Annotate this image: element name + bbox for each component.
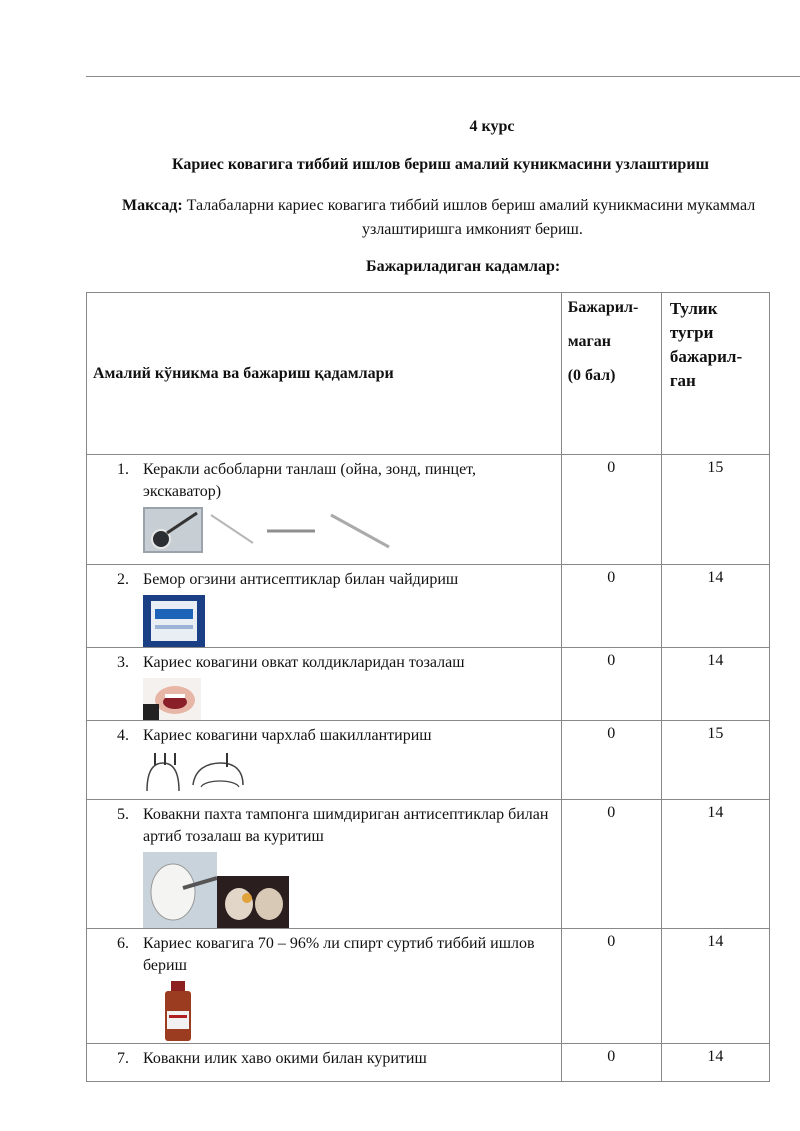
step-cell: [87, 1044, 562, 1082]
not-done-value: 0: [561, 565, 661, 648]
step-images: [163, 981, 555, 1043]
alcohol-bottle-icon: [163, 981, 193, 1043]
open-mouth-icon: [143, 678, 201, 720]
not-done-value: 0: [561, 455, 661, 565]
table-row: [87, 565, 770, 648]
step-number: 6.: [117, 935, 129, 952]
step-images: [143, 595, 555, 647]
not-done-value: 0: [561, 800, 661, 929]
score-value: 14: [661, 648, 769, 721]
score-value: 14: [661, 1044, 769, 1082]
header-not-done-line-2: маган: [567, 333, 611, 350]
step-cell: [87, 648, 562, 721]
goal-line-2: узлаштиришга имконият бериш.: [362, 221, 583, 238]
table-row: [87, 929, 770, 1044]
goal-text-1: Талабаларни кариес ковагига тиббий ишлов бериш амалий куникмасини мукаммал: [182, 197, 756, 214]
score-value: 14: [661, 929, 769, 1044]
tooth-cleaning-icon: [143, 852, 289, 928]
header-done: [661, 293, 769, 455]
steps-title: Бажариладиган кадамлар:: [366, 258, 561, 275]
step-images: [143, 751, 555, 795]
step-cell: [87, 565, 562, 648]
step-number: 3.: [117, 654, 129, 671]
header-done-line-1: Тулик: [669, 299, 718, 318]
step-text: Кариес ковагини овкат колдикларидан тозалаш: [143, 654, 465, 671]
goal-label: Максад:: [122, 197, 183, 214]
not-done-value: 0: [561, 1044, 661, 1082]
step-images: [143, 507, 555, 553]
score-value: 14: [661, 565, 769, 648]
step-cell: [87, 800, 562, 929]
table-header-row: [87, 293, 770, 455]
goal-line-1: [122, 194, 755, 217]
step-number: 4.: [117, 727, 129, 744]
step-text: Кариес ковагига 70 – 96% ли спирт суртиб тиббий ишлов бериш: [143, 935, 535, 974]
antiseptic-box-icon: [143, 595, 205, 647]
step-cell: [87, 929, 562, 1044]
step-number: 5.: [117, 806, 129, 823]
table-row: [87, 1044, 770, 1082]
table-row: [87, 455, 770, 565]
step-text: Кариес ковагини чархлаб шакиллантириш: [143, 727, 432, 744]
course-label: 4 курс: [469, 118, 515, 135]
not-done-value: 0: [561, 721, 661, 800]
score-value: 14: [661, 800, 769, 929]
step-cell: [87, 721, 562, 800]
header-not-done: [561, 293, 661, 455]
dental-instruments-icon: [143, 507, 393, 553]
top-rule: [86, 76, 800, 77]
header-done-line-2: тугри: [669, 323, 714, 342]
step-number: 7.: [117, 1050, 129, 1067]
header-skill: Амалий кўникма ва бажариш қадамлари: [87, 293, 562, 455]
header-not-done-line-1: Бажарил-: [567, 299, 639, 316]
score-value: 15: [661, 721, 769, 800]
skills-table: [86, 292, 770, 1082]
step-cell: [87, 455, 562, 565]
step-number: 2.: [117, 571, 129, 588]
step-text: Ковакни илик хаво окими билан куритиш: [143, 1050, 427, 1067]
step-images: [143, 678, 555, 720]
header-not-done-line-3: (0 бал): [567, 367, 616, 384]
step-images: [143, 852, 555, 928]
table-row: [87, 648, 770, 721]
table-row: [87, 800, 770, 929]
tooth-drilling-icon: [143, 751, 249, 795]
header-done-line-4: ган: [669, 371, 696, 390]
not-done-value: 0: [561, 929, 661, 1044]
step-text: Ковакни пахта тампонга шимдириган антисептиклар билан артиб тозалаш ва куритиш: [143, 806, 549, 845]
header-done-line-3: бажарил-: [669, 347, 743, 366]
step-text: Керакли асбобларни танлаш (ойна, зонд, пинцет, экскаватор): [143, 461, 476, 500]
table-row: [87, 721, 770, 800]
score-value: 15: [661, 455, 769, 565]
step-text: Бемор огзини антисептиклар билан чайдириш: [143, 571, 459, 588]
not-done-value: 0: [561, 648, 661, 721]
page-title: Кариес ковагига тиббий ишлов бериш амалий куникмасини узлаштириш: [172, 156, 710, 173]
step-number: 1.: [117, 461, 129, 478]
